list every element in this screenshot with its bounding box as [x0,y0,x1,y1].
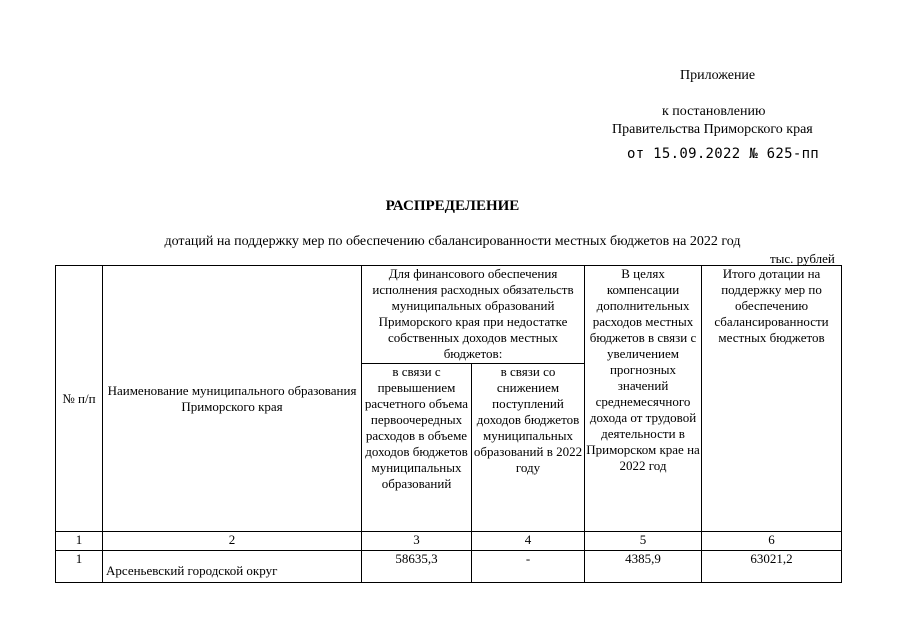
header-sub-decrease: в связи со снижением поступлений доходов бюджетов муниципальных образований в 2022 году [472,364,585,532]
header-sub-excess: в связи с превышением расчетного объема первоочередных расходов в объеме доходов бюджетов муниципальных образований [362,364,472,532]
index-cell: 1 [56,532,103,551]
annex-label: Приложение [680,68,756,83]
document-title: РАСПРЕДЕЛЕНИЕ [385,198,520,214]
header-group: Для финансового обеспечения исполнения расходных обязательств муниципальных образований Приморского края при недостатке собственных доходов местных бюджетов: [362,266,585,364]
row-value-excess: 58635,3 [362,551,472,583]
decree-number: от 15.09.2022 № 625-пп [627,146,820,162]
header-compensation: В целях компенсации дополнительных расходов местных бюджетов в связи с увеличением прогнозных значений среднемесячного дохода от трудовой деятельности в Приморском крае на 2022 год [585,266,702,532]
index-cell: 4 [472,532,585,551]
row-name: Арсеньевский городской округ [103,551,362,583]
header-total: Итого дотации на поддержку мер по обеспечению сбалансированности местных бюджетов [702,266,842,532]
index-cell: 6 [702,532,842,551]
index-cell: 2 [103,532,362,551]
row-value-total: 63021,2 [702,551,842,583]
header-name: Наименование муниципального образования Приморского края [103,266,362,532]
row-num: 1 [56,551,103,583]
units-label: тыс. рублей [770,251,835,266]
row-value-compensation: 4385,9 [585,551,702,583]
government-label: Правительства Приморского края [612,122,813,137]
distribution-table [55,265,842,583]
table-row [56,551,842,583]
row-value-decrease: - [472,551,585,583]
to-decree-label: к постановлению [662,104,766,119]
index-cell: 3 [362,532,472,551]
index-cell: 5 [585,532,702,551]
header-num: № п/п [56,266,103,532]
document-subtitle: дотаций на поддержку мер по обеспечению сбалансированности местных бюджетов на 2022 год [164,234,741,249]
